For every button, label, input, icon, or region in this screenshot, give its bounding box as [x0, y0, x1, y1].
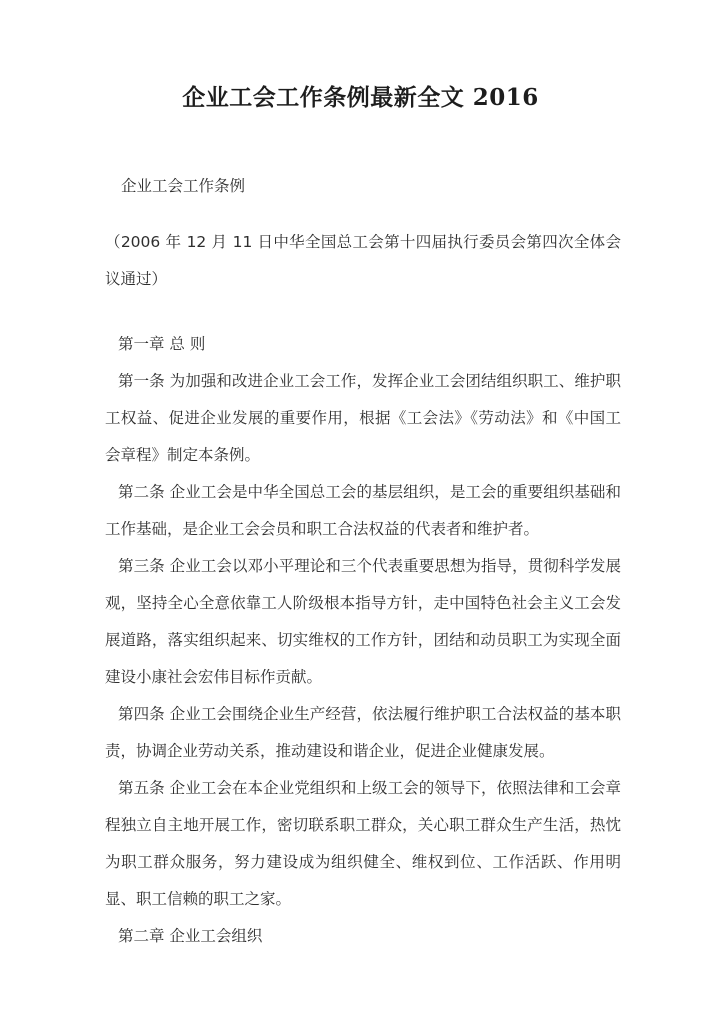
- article-2: 第二条 企业工会是中华全国总工会的基层组织，是工会的重要组织基础和工作基础，是企业工会会员和职工合法权益的代表者和维护者。: [105, 483, 621, 538]
- article-3: 第三条 企业工会以邓小平理论和三个代表重要思想为指导，贯彻科学发展观，坚持全心全意依靠工人阶级根本指导方针，走中国特色社会主义工会发展道路，落实组织起来、切实维权的工作方针，团结和动员职工为实现全面建设小康社会宏伟目标作贡献。: [105, 557, 621, 686]
- article-5: 第五条 企业工会在本企业党组织和上级工会的领导下，依照法律和工会章程独立自主地开展工作，密切联系职工群众，关心职工群众生产生活，热忱为职工群众服务，努力建设成为组织健全、维权到位、工作活跃、作用明显、职工信赖的职工之家。: [105, 779, 621, 908]
- document-subtitle: 企业工会工作条例: [121, 177, 246, 195]
- article-4: 第四条 企业工会围绕企业生产经营，依法履行维护职工合法权益的基本职责，协调企业劳动关系，推动建设和谐企业，促进企业健康发展。: [105, 705, 621, 760]
- article-1: 第一条 为加强和改进企业工会工作，发挥企业工会团结组织职工、维护职工权益、促进企业发展的重要作用，根据《工会法》《劳动法》和《中国工会章程》制定本条例。: [105, 372, 621, 464]
- spacer: [105, 298, 621, 326]
- page-title: 企业工会工作条例最新全文 2016: [182, 84, 539, 111]
- document-body: [105, 168, 621, 955]
- spacer: [105, 205, 621, 224]
- chapter-heading-2: 第二章 企业工会组织: [118, 927, 263, 945]
- chapter-heading-1: 第一章 总 则: [118, 335, 206, 353]
- enactment-line: （2006 年 12 月 11 日中华全国总工会第十四届执行委员会第四次全体会议通过）: [105, 233, 621, 288]
